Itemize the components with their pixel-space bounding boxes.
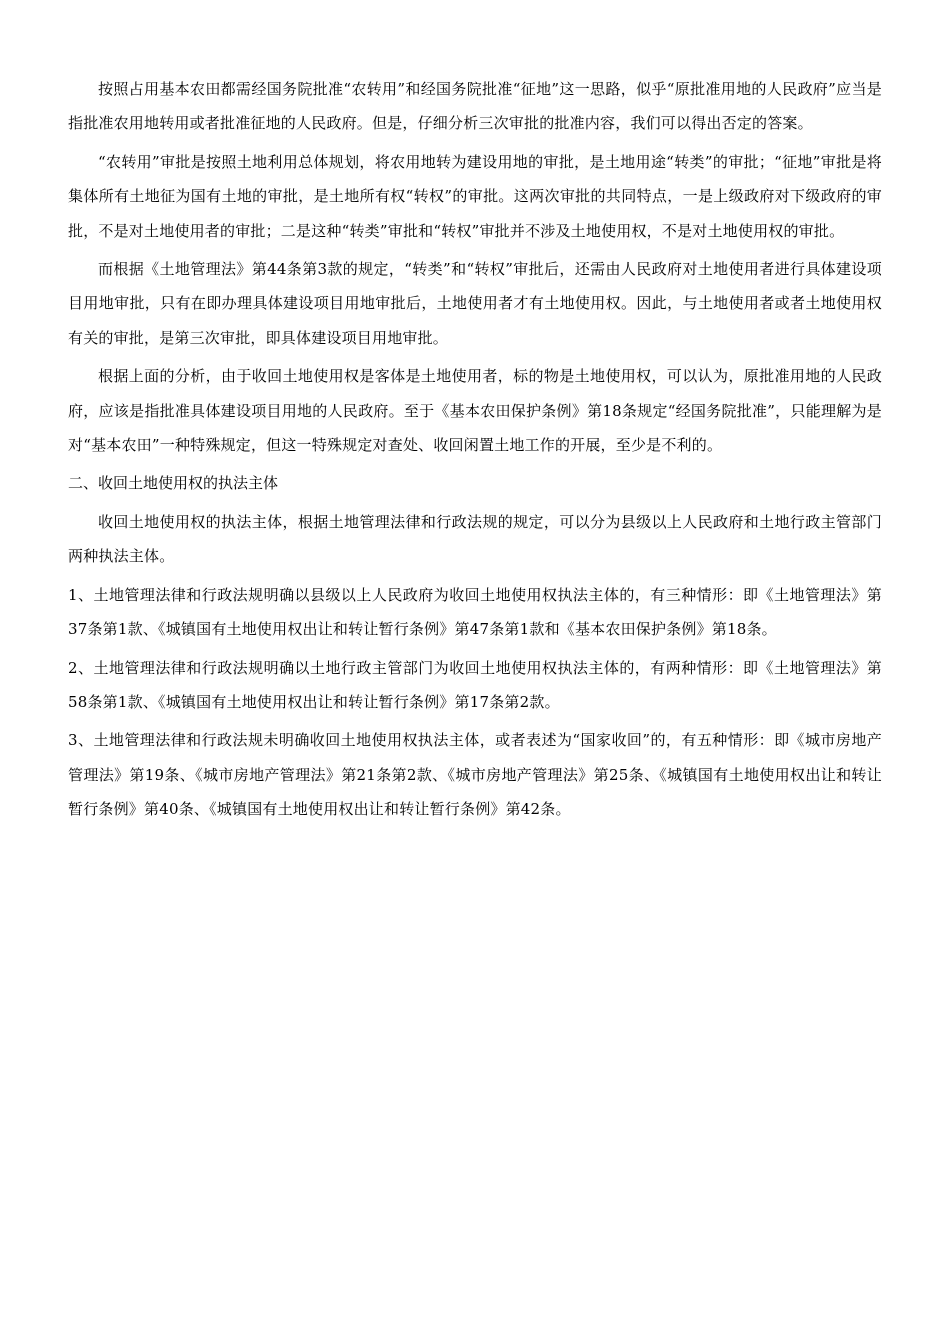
paragraph-4: 根据上面的分析，由于收回土地使用权是客体是土地使用者，标的物是土地使用权，可以认为，原批准用地的人民政府，应该是指批准具体建设项目用地的人民政府。至于《基本农田保护条例》第18条规定“经国务院批准”，只能理解为是对“基本农田”一种特殊规定，但这一特殊规定对查处、收回闲置土地工作的开展，至少是不利的。	[68, 367, 882, 455]
paragraph-3: 而根据《土地管理法》第44条第3款的规定，“转类”和“转权”审批后，还需由人民政府对土地使用者进行具体建设项目用地审批，只有在即办理具体建设项目用地审批后，土地使用者才有土地使用权。因此，与土地使用者或者土地使用权有关的审批，是第三次审批，即具体建设项目用地审批。	[68, 260, 882, 347]
list-item-3: 3、土地管理法律和行政法规未明确收回土地使用权执法主体，或者表述为“国家收回”的，有五种情形：即《城市房地产管理法》第19条、《城市房地产管理法》第21条第2款、《城市房地产管理法》第25条、《城镇国有土地使用权出让和转让暂行条例》第40条、《城镇国有土地使用权出让和转让暂行条例》第42条。	[68, 731, 882, 819]
paragraph-1: 按照占用基本农田都需经国务院批准“农转用”和经国务院批准“征地”这一思路，似乎“原批准用地的人民政府”应当是指批准农用地转用或者批准征地的人民政府。但是，仔细分析三次审批的批准内容，我们可以得出否定的答案。	[68, 80, 882, 133]
section-intro: 收回土地使用权的执法主体，根据土地管理法律和行政法规的规定，可以分为县级以上人民政府和土地行政主管部门两种执法主体。	[68, 512, 882, 566]
document-page	[68, 72, 882, 831]
list-item-2: 2、土地管理法律和行政法规明确以土地行政主管部门为收回土地使用权执法主体的，有两种情形：即《土地管理法》第58条第1款、《城镇国有土地使用权出让和转让暂行条例》第17条第2款。	[68, 658, 882, 711]
list-item-1: 1、土地管理法律和行政法规明确以县级以上人民政府为收回土地使用权执法主体的，有三种情形：即《土地管理法》第37条第1款、《城镇国有土地使用权出让和转让暂行条例》第47条第1款和《基本农田保护条例》第18条。	[68, 585, 882, 639]
paragraph-2: “农转用”审批是按照土地利用总体规划，将农用地转为建设用地的审批，是土地用途“转类”的审批；“征地”审批是将集体所有土地征为国有土地的审批，是土地所有权“转权”的审批。这两次审批的共同特点，一是上级政府对下级政府的审批，不是对土地使用者的审批；二是这种“转类”审批和“转权”审批并不涉及土地使用权，不是对土地使用权的审批。	[68, 152, 882, 240]
section-heading: 二、收回土地使用权的执法主体	[68, 474, 279, 493]
